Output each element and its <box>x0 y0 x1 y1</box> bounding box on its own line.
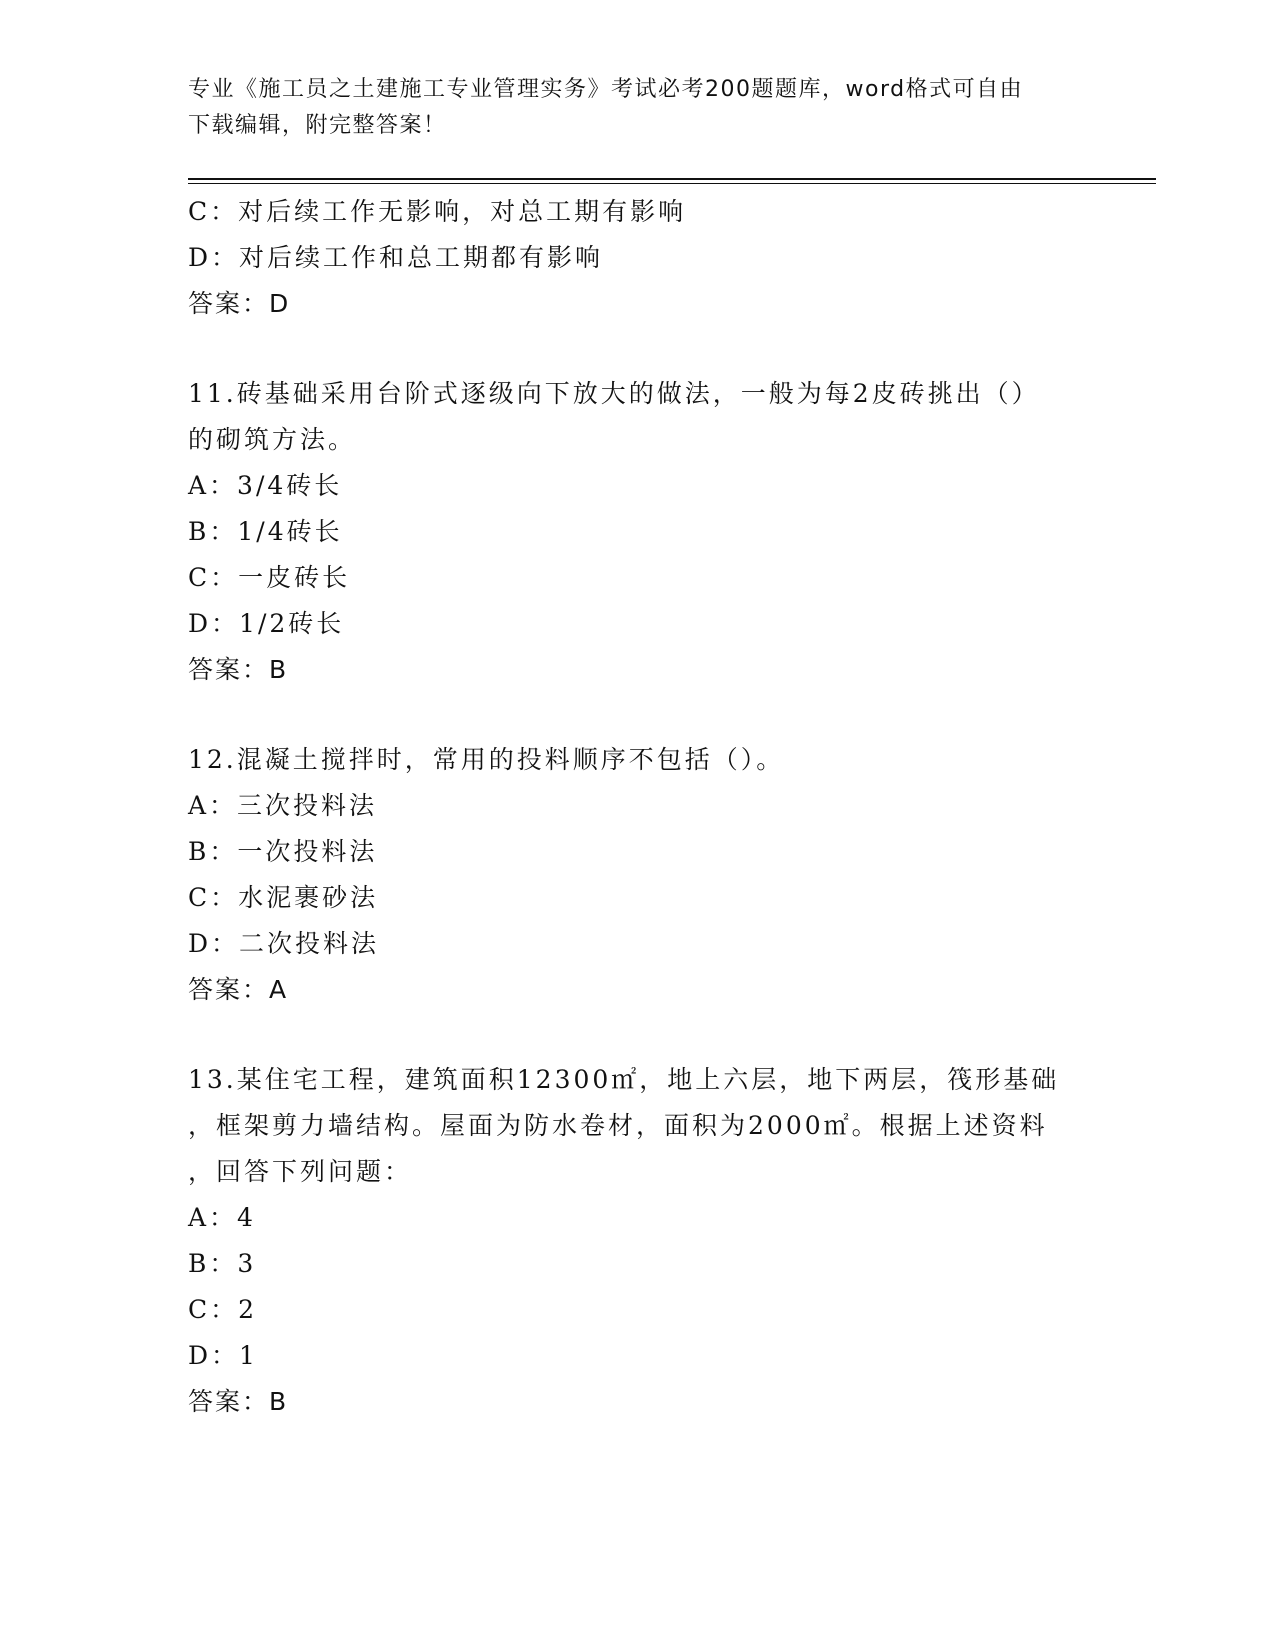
option-b: B：1/4砖长 <box>188 517 343 546</box>
answer-line: 答案：B <box>188 655 289 684</box>
header-line-1: 专业《施工员之土建施工专业管理实务》考试必考200题题库，word格式可自由 <box>188 77 1024 102</box>
option-c: C：水泥裹砂法 <box>188 883 379 912</box>
option-c: C：一皮砖长 <box>188 563 351 592</box>
header-line-2: 下载编辑，附完整答案！ <box>188 113 447 138</box>
header-divider-thin <box>188 183 1156 184</box>
question-stem-line: 13.某住宅工程，建筑面积12300㎡，地上六层，地下两层，筏形基础 <box>188 1065 1060 1094</box>
answer-line: 答案：A <box>188 975 289 1004</box>
option-b: B：一次投料法 <box>188 837 378 866</box>
header-divider-thick <box>188 178 1156 180</box>
option-a: A：3/4砖长 <box>188 471 343 500</box>
option-a: A：三次投料法 <box>188 791 378 820</box>
question-stem-line: 12.混凝土搅拌时，常用的投料顺序不包括（）。 <box>188 745 785 774</box>
option-d: D：对后续工作和总工期都有影响 <box>188 243 604 272</box>
question-stem-line: 的砌筑方法。 <box>188 425 357 454</box>
option-b: B：3 <box>188 1249 257 1278</box>
question-content <box>188 189 1068 1425</box>
question-stem-line: ，回答下列问题： <box>188 1157 413 1186</box>
option-d: D：1/2砖长 <box>188 609 345 638</box>
answer-line: 答案：D <box>188 289 291 318</box>
option-c: C：对后续工作无影响，对总工期有影响 <box>188 197 687 226</box>
answer-line: 答案：B <box>188 1387 289 1416</box>
previous-question-tail <box>188 189 1068 327</box>
question-11 <box>188 371 1068 693</box>
option-d: D：1 <box>188 1341 258 1370</box>
question-stem-line: 11.砖基础采用台阶式逐级向下放大的做法，一般为每2皮砖挑出（） <box>188 379 1040 408</box>
option-d: D：二次投料法 <box>188 929 380 958</box>
question-12 <box>188 737 1068 1013</box>
question-stem-line: ，框架剪力墙结构。屋面为防水卷材，面积为2000㎡。根据上述资料 <box>188 1111 1048 1140</box>
document-header <box>188 72 1068 144</box>
option-c: C：2 <box>188 1295 258 1324</box>
question-13 <box>188 1057 1068 1425</box>
option-a: A：4 <box>188 1203 256 1232</box>
